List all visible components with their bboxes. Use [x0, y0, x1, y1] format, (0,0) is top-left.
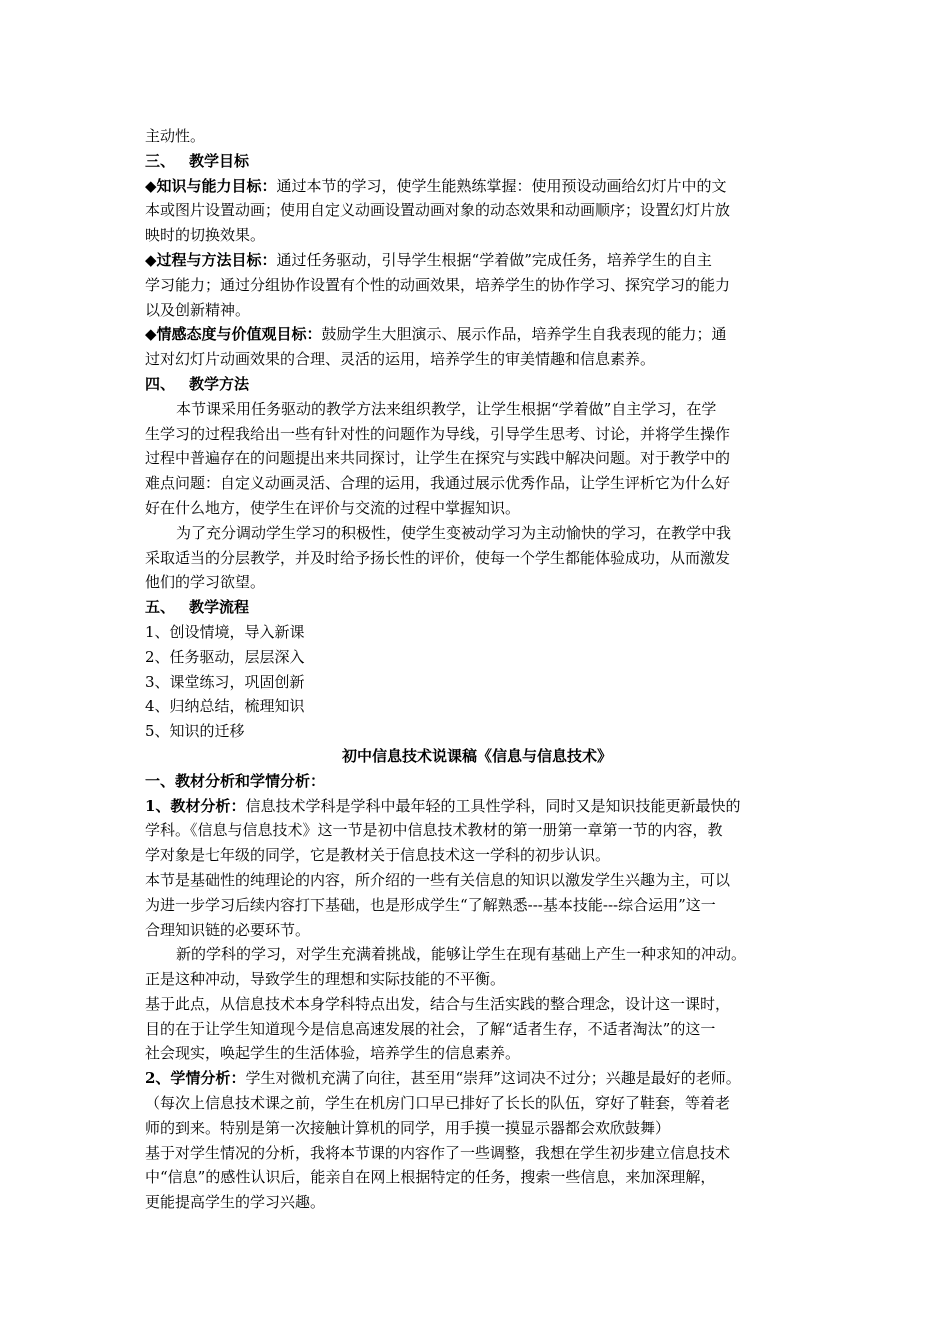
heading-number: 四、	[145, 374, 176, 393]
heading-number: 三、	[145, 151, 176, 170]
text-line: 采取适当的分层教学，并及时给予扬长性的评价，使每一个学生都能体验成功，从而激发	[145, 548, 731, 567]
text-line: （每次上信息技术课之前，学生在机房门口早已排好了长长的队伍，穿好了鞋套，等着老	[145, 1094, 731, 1113]
text-line: 本节课采用任务驱动的教学方法来组织教学，让学生根据“学着做”自主学习，在学	[176, 399, 717, 418]
section-heading-5	[145, 595, 809, 620]
heading-text: 教学流程	[189, 598, 250, 617]
text-line: 生学习的过程我给出一些有针对性的问题作为导线，引导学生思考、讨论，并将学生操作	[145, 424, 731, 443]
text-line: 为了充分调动学生学习的积极性，使学生变被动学习为主动愉快的学习，在教学中我	[176, 523, 732, 542]
goal-text: 通过本节的学习，使学生能熟练掌握：使用预设动画给幻灯片中的文	[276, 176, 727, 195]
text-line: 他们的学习欲望。	[145, 573, 266, 592]
heading-text: 教学方法	[189, 374, 250, 393]
text-line: 学对象是七年级的同学，它是教材关于信息技术这一学科的初步认识。	[145, 846, 611, 865]
section-heading-4	[145, 372, 809, 397]
text-line: 基于此点，从信息技术本身学科特点出发，结合与生活实践的整合理念，设计这一课时，	[145, 994, 731, 1013]
subsection-label: 2、学情分析：	[145, 1069, 246, 1088]
heading-text: 教学目标	[189, 151, 250, 170]
flow-step: 3、课堂练习，巩固创新	[145, 672, 305, 691]
text-line: 学习能力；通过分组协作设置有个性的动画效果，培养学生的协作学习、探究学习的能力	[145, 275, 731, 294]
text-line: 本或图片设置动画；使用自定义动画设置动画对象的动态效果和动画顺序；设置幻灯片放	[145, 201, 731, 220]
text-line: 过程中普遍存在的问题提出来共同探讨，让学生在探究与实践中解决问题。对于教学中的	[145, 449, 731, 468]
goal-emotion-line-1	[145, 322, 809, 347]
text-line: 正是这种冲动，导致学生的理想和实际技能的不平衡。	[145, 970, 506, 989]
textbook-analysis-line-1	[145, 794, 809, 819]
subsection-label: 1、教材分析：	[145, 796, 246, 815]
text-line: 学科。《信息与信息技术》这一节是初中信息技术教材的第一册第一章第一节的内容，教	[145, 821, 723, 840]
text-line: 师的到来。特别是第一次接触计算机的同学，用手摸一摸显示器都会欢欣鼓舞）	[145, 1118, 671, 1137]
text-line: 新的学科的学习，对学生充满着挑战，能够让学生在现有基础上产生一种求知的冲动。	[176, 945, 747, 964]
heading-number: 五、	[145, 598, 176, 617]
goal-process-line-1	[145, 248, 809, 273]
text-line: 映时的切换效果。	[145, 226, 266, 245]
section-heading-1: 一、教材分析和学情分析：	[145, 771, 326, 790]
text-line: 好在什么地方，使学生在评价与交流的过程中掌握知识。	[145, 498, 521, 517]
text-line: 合理知识链的必要环节。	[145, 920, 311, 939]
text-line: 目的在于让学生知道现今是信息高速发展的社会，了解“适者生存，不适者淘汰”的这一	[145, 1019, 716, 1038]
goal-label: ◆情感态度与价值观目标：	[145, 325, 322, 344]
text-line: 过对幻灯片动画效果的合理、灵活的运用，培养学生的审美情趣和信息素养。	[145, 350, 656, 369]
text-line: 更能提高学生的学习兴趣。	[145, 1193, 326, 1212]
text-line: 难点问题：自定义动画灵活、合理的运用，我通过展示优秀作品，让学生评析它为什么好	[145, 474, 731, 493]
goal-text: 通过任务驱动，引导学生根据“学着做”完成任务，培养学生的自主	[276, 250, 712, 269]
document-body	[145, 124, 809, 1215]
subsection-text: 信息技术学科是学科中最年轻的工具性学科，同时又是知识技能更新最快的	[245, 796, 741, 815]
subsection-text: 学生对微机充满了向往，甚至用“崇拜”这词决不过分；兴趣是最好的老师。	[245, 1069, 741, 1088]
section-heading-3	[145, 149, 809, 174]
text-line: 本节是基础性的纯理论的内容，所介绍的一些有关信息的知识以激发学生兴趣为主，可以	[145, 870, 731, 889]
goal-knowledge-line-1	[145, 174, 809, 199]
flow-step: 1、创设情境，导入新课	[145, 622, 305, 641]
goal-text: 鼓励学生大胆演示、展示作品，培养学生自我表现的能力；通	[321, 325, 727, 344]
text-line: 基于对学生情况的分析，我将本节课的内容作了一些调整，我想在学生初步建立信息技术	[145, 1143, 731, 1162]
flow-step: 4、归纳总结，梳理知识	[145, 697, 305, 716]
text-line: 以及创新精神。	[145, 300, 251, 319]
goal-label: ◆知识与能力目标：	[145, 176, 277, 195]
goal-label: ◆过程与方法目标：	[145, 250, 277, 269]
text-line: 社会现实，唤起学生的生活体验，培养学生的信息素养。	[145, 1044, 521, 1063]
document-title: 初中信息技术说课稿《信息与信息技术》	[341, 746, 612, 765]
text-line: 主动性。	[145, 127, 206, 145]
flow-step: 2、任务驱动，层层深入	[145, 647, 305, 666]
student-analysis-line-1	[145, 1066, 809, 1091]
flow-step: 5、知识的迁移	[145, 722, 245, 741]
text-line: 中“信息”的感性认识后，能亲自在网上根据特定的任务，搜索一些信息，来加深理解，	[145, 1168, 716, 1187]
text-line: 为进一步学习后续内容打下基础，也是形成学生“了解熟悉---基本技能---综合运用”这一	[145, 895, 716, 914]
